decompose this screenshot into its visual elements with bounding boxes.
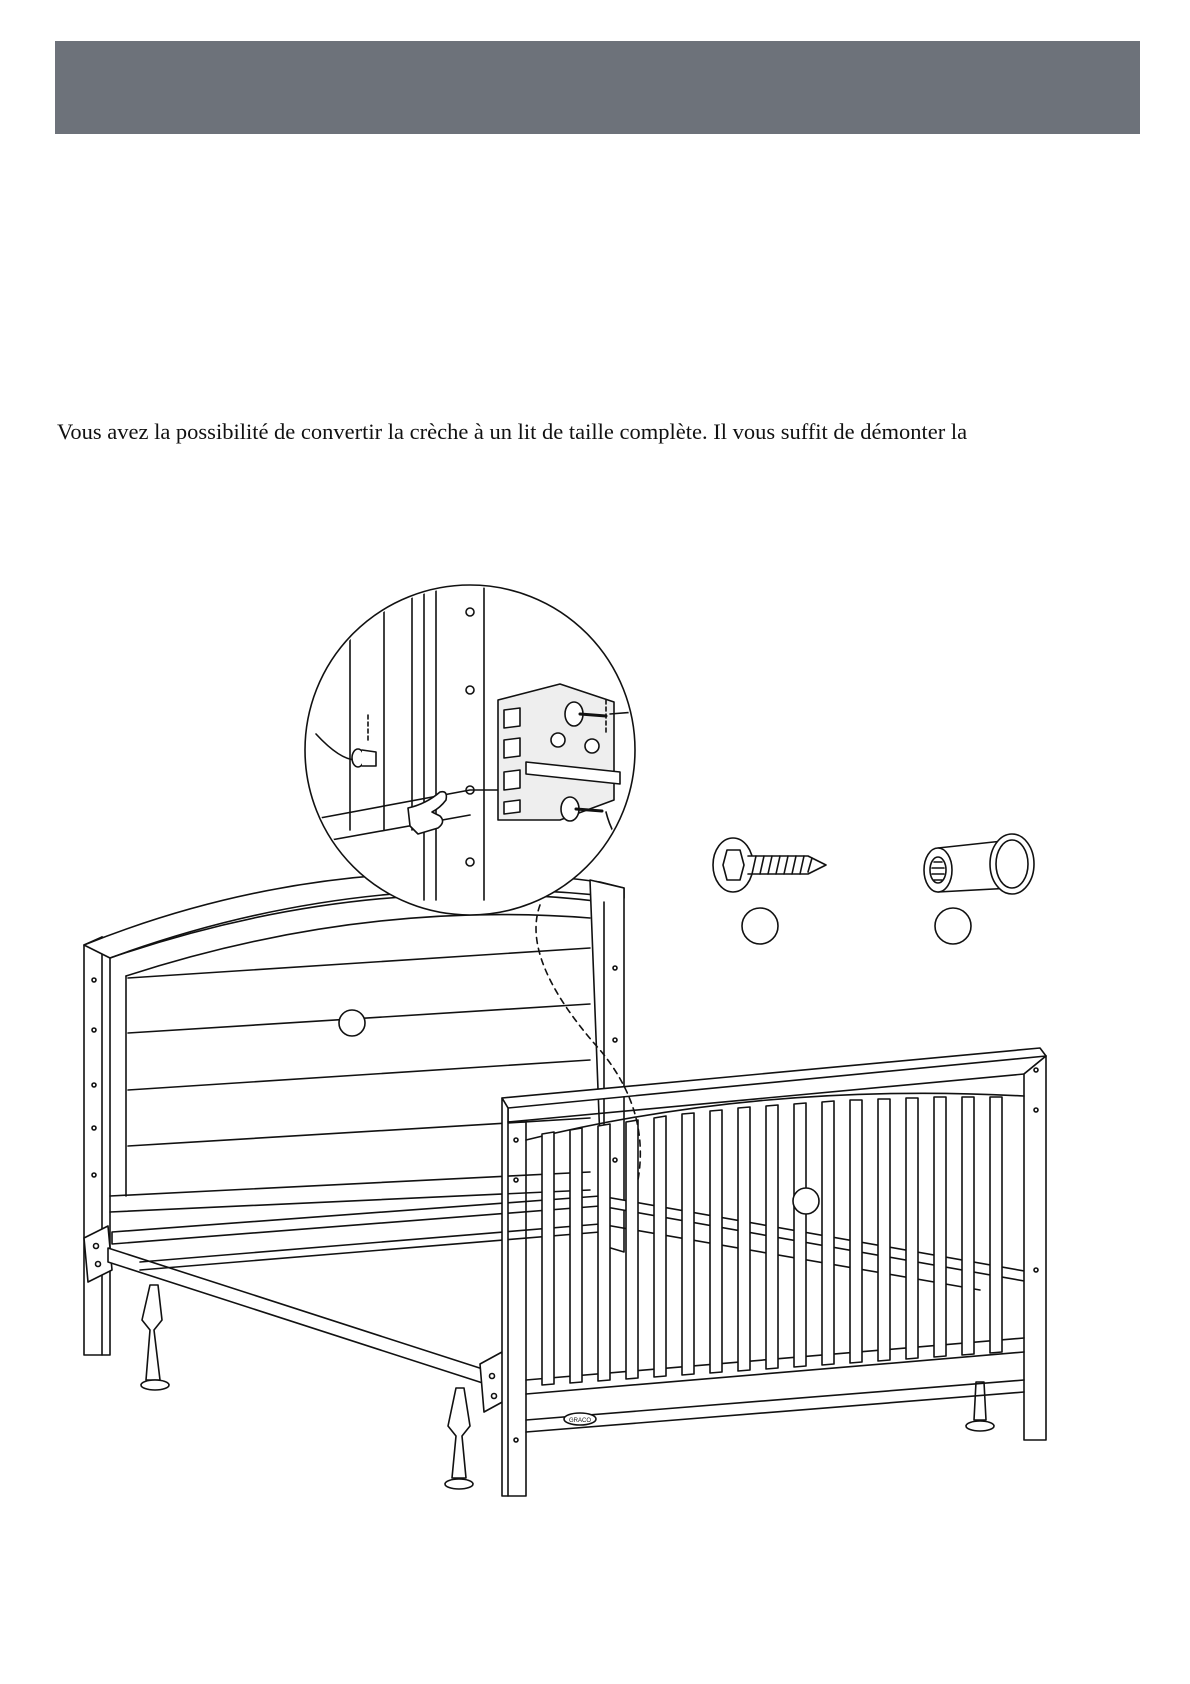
side-rails	[108, 1196, 1030, 1489]
brand-badge: GRACO	[568, 1418, 592, 1424]
barrel-nut-label-circle	[935, 908, 971, 944]
footboard	[502, 1048, 1046, 1496]
bolt-part-illustration	[713, 838, 826, 892]
zoom-detail	[305, 580, 640, 915]
bed-conversion-illustration	[0, 560, 1190, 1520]
barrel-nut-part-illustration	[924, 834, 1034, 894]
header-band	[55, 41, 1140, 134]
intro-paragraph: Vous avez la possibilité de convertir la crèche à un lit de taille complète. Il vous suffit de démonter la	[57, 418, 968, 444]
bolt-label-circle	[742, 908, 778, 944]
